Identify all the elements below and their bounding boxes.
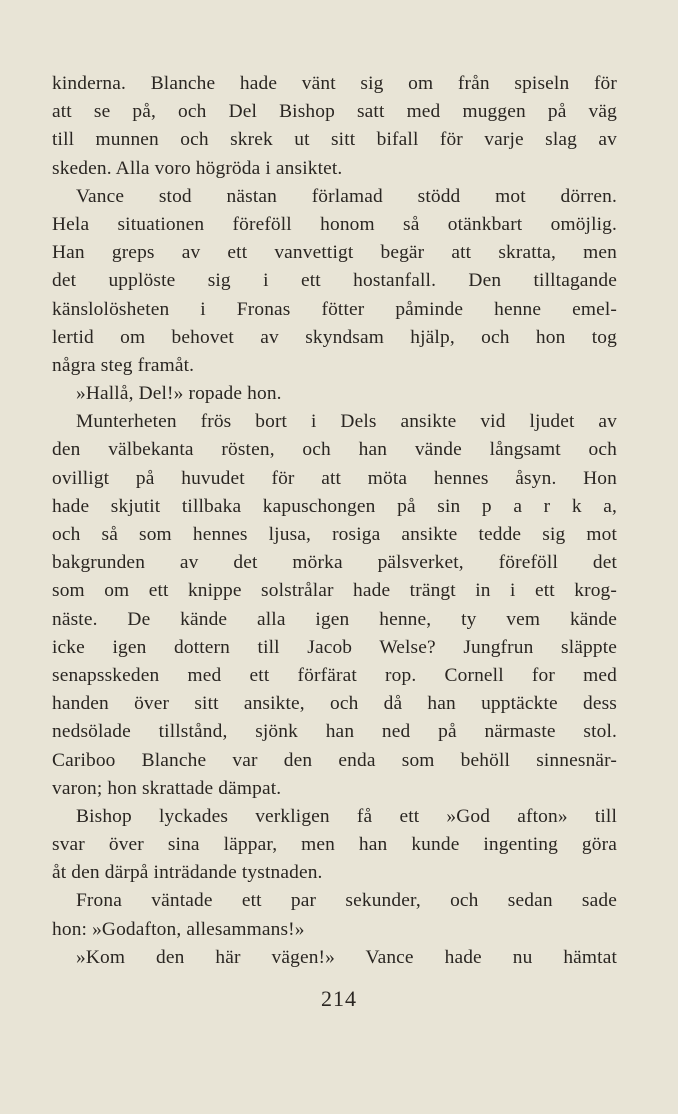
text-line: nedsölade tillstånd, sjönk han ned på närmaste stol. <box>52 721 617 743</box>
text-line: senapsskeden med ett förfärat rop. Cornell for med <box>52 664 617 686</box>
text-line: den välbekanta rösten, och han vände långsamt och <box>52 439 617 461</box>
text-line: näste. De kände alla igen henne, ty vem kände <box>52 608 617 630</box>
text-line: »Kom den här vägen!» Vance hade nu hämtat <box>76 946 617 968</box>
text-line: icke igen dottern till Jacob Welse? Jungfrun släppte <box>52 636 617 658</box>
body-text <box>52 70 617 972</box>
text-line: »Hallå, Del!» ropade hon. <box>76 383 282 405</box>
text-line: och så som hennes ljusa, rosiga ansikte tedde sig mot <box>52 524 617 545</box>
text-line: kinderna. Blanche hade vänt sig om från spiseln för <box>52 73 617 94</box>
text-line: att se på, och Del Bishop satt med muggen på väg <box>52 101 617 123</box>
text-line: känslolösheten i Fronas fötter påminde henne emel- <box>52 298 617 320</box>
text-line: Cariboo Blanche var den enda som behöll sinnesnär- <box>52 749 617 771</box>
text-line: det upplöste sig i ett hostanfall. Den tilltagande <box>52 270 617 292</box>
text-line: Vance stod nästan förlamad stödd mot dörren. <box>76 185 617 207</box>
text-line: ovilligt på huvudet för att möta hennes åsyn. Hon <box>52 467 617 489</box>
text-line: Frona väntade ett par sekunder, och sedan sade <box>76 890 617 912</box>
text-line: några steg framåt. <box>52 354 195 376</box>
text-line: hon: »Godafton, allesammans!» <box>52 918 305 940</box>
text-line: som om ett knippe solstrålar hade trängt in i ett krog- <box>52 580 617 602</box>
text-line: svar över sina läppar, men han kunde ingenting göra <box>52 834 617 856</box>
text-line: handen över sitt ansikte, och då han upptäckte dess <box>52 693 617 715</box>
text-line: bakgrunden av det mörka pälsverket, föreföll det <box>52 552 617 574</box>
text-line: varon; hon skrattade dämpat. <box>52 777 282 799</box>
text-line: till munnen och skrek ut sitt bifall för varje slag av <box>52 129 617 151</box>
page-number: 214 <box>321 986 357 1011</box>
text-line: Bishop lyckades verkligen få ett »God afton» till <box>76 805 617 827</box>
text-line: Han greps av ett vanvettigt begär att skratta, men <box>52 242 617 264</box>
text-line: hade skjutit tillbaka kapuschongen på sin p a r k a, <box>52 495 617 517</box>
text-line: åt den därpå inträdande tystnaden. <box>52 862 323 884</box>
text-line: Hela situationen föreföll honom så otänkbart omöjlig. <box>52 213 617 235</box>
text-line: skeden. Alla voro högröda i ansiktet. <box>52 157 343 179</box>
text-line: lertid om behovet av skyndsam hjälp, och hon tog <box>52 326 617 348</box>
text-line: Munterheten frös bort i Dels ansikte vid ljudet av <box>76 411 617 433</box>
